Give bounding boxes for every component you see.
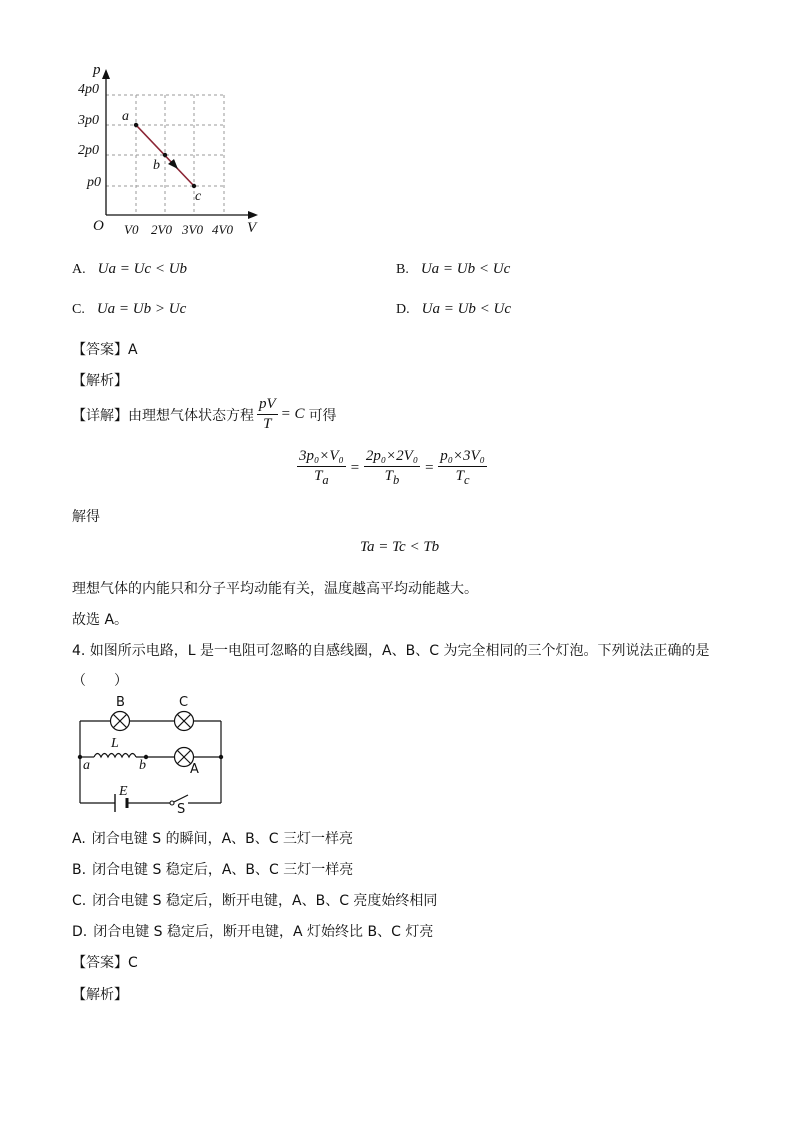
q4-analysis-label: 【解析】 bbox=[72, 987, 128, 1003]
q3-option-d-expr: Ua = Ub < Uc bbox=[421, 301, 512, 317]
q4-stem: 4. 如图所示电路，L 是一电阻可忽略的自感线圈，A、B、C 为完全相同的三个灯泡。下列说法正确的是 bbox=[72, 643, 710, 659]
state-equation-rhs: = C bbox=[280, 406, 305, 422]
v-axis-label: V bbox=[247, 220, 257, 236]
lamp-c bbox=[175, 712, 194, 731]
q3-option-c: C. Ua = Ub > Uc bbox=[72, 301, 187, 317]
q3-option-c-expr: Ua = Ub > Uc bbox=[96, 301, 187, 317]
temperature-result: Ta = Tc < Tb bbox=[360, 539, 440, 555]
label-switch-s: S bbox=[177, 802, 186, 817]
state-ratio-equation: $\frac{\text{3p₀×V₀}}{T_a}$ = $\frac{\text{2p₀×2V₀}}{T_b}$ = $\frac{\text{p₀×3V₀}}{T_c}$ bbox=[299, 448, 485, 487]
q3-choose: 故选 A。 bbox=[72, 612, 129, 628]
q4-answer: 【答案】C bbox=[72, 955, 138, 971]
q4-answer-value: C bbox=[128, 955, 138, 971]
q3-option-b-expr: Ua = Ub < Uc bbox=[420, 261, 511, 277]
x-tick-2v0: 2V0 bbox=[151, 222, 172, 237]
q4-paren: （ ） bbox=[72, 673, 128, 689]
q4-option-c: C. 闭合电键 S 稳定后，断开电键，A、B、C 亮度始终相同 bbox=[72, 893, 438, 909]
solve-label: 解得 bbox=[72, 509, 100, 525]
point-a-label: a bbox=[122, 109, 129, 124]
label-lamp-c: C bbox=[179, 695, 189, 710]
x-tick-4v0: 4V0 bbox=[212, 222, 233, 237]
q3-option-a-expr: Ua = Uc < Ub bbox=[97, 261, 188, 277]
y-tick-4p0: 4p0 bbox=[78, 82, 99, 97]
point-b bbox=[163, 153, 167, 157]
y-tick-3p0: 3p0 bbox=[78, 113, 99, 128]
x-tick-v0: V0 bbox=[124, 222, 139, 237]
label-inductor-l: L bbox=[111, 736, 119, 751]
point-c bbox=[192, 184, 196, 188]
q3-option-d: D. Ua = Ub < Uc bbox=[396, 301, 512, 317]
point-c-label: c bbox=[195, 189, 202, 204]
q3-option-a: A. Ua = Uc < Ub bbox=[72, 261, 188, 277]
origin-label: O bbox=[93, 218, 104, 234]
q3-answer: 【答案】A bbox=[72, 342, 138, 358]
y-tick-p0: p0 bbox=[87, 175, 101, 190]
lamp-b bbox=[111, 712, 130, 731]
q3-answer-value: A bbox=[128, 342, 138, 358]
label-lamp-b: B bbox=[116, 695, 125, 710]
q4-option-a: A. 闭合电键 S 的瞬间，A、B、C 三灯一样亮 bbox=[72, 831, 353, 847]
label-lamp-a: A bbox=[190, 762, 199, 777]
q3-conclusion: 理想气体的内能只和分子平均动能有关，温度越高平均动能越大。 bbox=[72, 581, 478, 597]
point-b-label: b bbox=[153, 158, 160, 173]
node-a-dot bbox=[78, 755, 82, 759]
p-axis-arrow bbox=[102, 69, 110, 79]
point-a bbox=[134, 123, 138, 127]
y-tick-2p0: 2p0 bbox=[78, 143, 99, 158]
inductor-coil bbox=[94, 754, 136, 758]
q4-option-b: B. 闭合电键 S 稳定后，A、B、C 三灯一样亮 bbox=[72, 862, 354, 878]
node-right-dot bbox=[219, 755, 223, 759]
q3-analysis-label: 【解析】 bbox=[72, 373, 128, 389]
q4-option-d: D. 闭合电键 S 稳定后，断开电键，A 灯始终比 B、C 灯亮 bbox=[72, 924, 434, 940]
v-axis-arrow bbox=[248, 211, 258, 219]
q3-detail: 【详解】 由理想气体状态方程 $\frac{pV}{T}$ = C 可得 bbox=[72, 396, 337, 432]
label-node-b: b bbox=[139, 758, 146, 773]
label-battery-e: E bbox=[119, 784, 128, 799]
label-node-a: a bbox=[83, 758, 90, 773]
circuit-diagram bbox=[70, 695, 235, 820]
state-equation-fraction: $\frac{pV}{T}$ bbox=[259, 396, 276, 432]
p-axis-label: p bbox=[93, 62, 101, 78]
x-tick-3v0: 3V0 bbox=[182, 222, 203, 237]
q3-option-b: B. Ua = Ub < Uc bbox=[396, 261, 511, 277]
